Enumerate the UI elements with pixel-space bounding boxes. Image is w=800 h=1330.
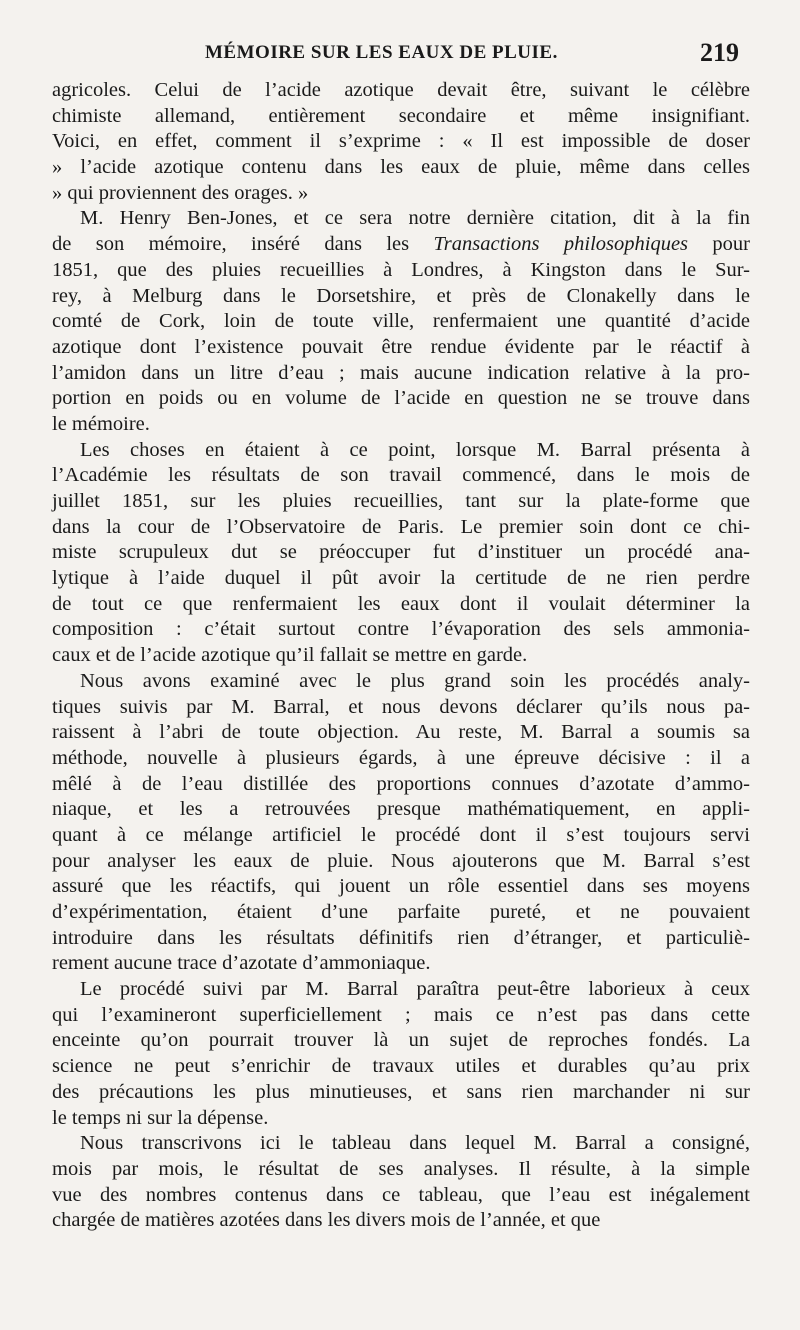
text-line: juillet 1851, sur les pluies recueillies, tant sur la plate-forme que [52, 490, 750, 512]
running-title: MÉMOIRE SUR LES EAUX DE PLUIE. [205, 42, 558, 63]
text-line: le mémoire. [52, 412, 150, 435]
text-line: quant à ce mélange artificiel le procédé dont il s’est toujours servi [52, 823, 750, 846]
text-line: l’Académie les résultats de son travail commencé, dans le mois de [52, 464, 750, 487]
text-line: introduire dans les résultats définitifs rien d’étranger, et particuliè- [52, 926, 750, 949]
text-line: » l’acide azotique contenu dans les eaux de pluie, même dans celles [52, 156, 750, 179]
text-line: le temps ni sur la dépense. [52, 1106, 269, 1129]
paragraph [52, 1131, 750, 1234]
text-line: assuré que les réactifs, qui jouent un rôle essentiel dans ses moyens [52, 875, 750, 898]
running-head [0, 38, 800, 70]
text-line: de son mémoire, inséré dans les Transactions philosophiques pour [52, 233, 751, 256]
text-line: d’expérimentation, étaient d’une parfaite pureté, et ne pouvaient [52, 901, 750, 923]
text-line: azotique dont l’existence pouvait être rendue évidente par le réactif à [52, 335, 750, 358]
text-line: Voici, en effet, comment il s’exprime : « Il est impossible de doser [52, 130, 750, 153]
paragraph [52, 438, 750, 669]
text-line: 1851, que des pluies recueillies à Londres, à Kingston dans le Sur- [52, 258, 750, 281]
page-number: 219 [700, 38, 739, 67]
text-line: mois par mois, le résultat de ses analyses. Il résulte, à la simple [52, 1157, 750, 1180]
paragraph [52, 669, 750, 977]
text-line: des précautions les plus minutieuses, et sans rien marchander ni sur [52, 1080, 750, 1103]
paragraph [52, 78, 750, 206]
text-line: chimiste allemand, entièrement secondaire et même insignifiant. [52, 104, 750, 127]
text-line: Nous avons examiné avec le plus grand soin les procédés analy- [80, 669, 750, 692]
body-text [52, 78, 750, 1234]
text-line: méthode, nouvelle à plusieurs égards, à une épreuve décisive : il a [52, 746, 750, 769]
text-line: M. Henry Ben-Jones, et ce sera notre dernière citation, dit à la fin [80, 207, 750, 230]
text-line: niaque, et les a retrouvées presque mathématiquement, en appli- [52, 798, 750, 821]
text-line: comté de Cork, loin de toute ville, renfermaient une quantité d’acide [52, 310, 750, 333]
text-line: l’amidon dans un litre d’eau ; mais aucune indication relative à la pro- [52, 361, 750, 384]
text-line: lytique à l’aide duquel il pût avoir la certitude de ne rien perdre [52, 567, 750, 590]
paragraph [52, 206, 750, 437]
text-line: » qui proviennent des orages. » [52, 181, 309, 204]
text-line: caux et de l’acide azotique qu’il fallait se mettre en garde. [52, 644, 528, 667]
text-line: rement aucune trace d’azotate d’ammoniaque. [52, 952, 431, 975]
text-line: portion en poids ou en volume de l’acide en question ne se trouve dans [52, 387, 750, 410]
text-line: de tout ce que renfermaient les eaux dont il voulait déterminer la [52, 592, 750, 615]
paragraph [52, 977, 750, 1131]
text-line: composition : c’était surtout contre l’évaporation des sels ammonia- [52, 618, 750, 641]
text-line: science ne peut s’enrichir de travaux utiles et durables qu’au prix [52, 1055, 750, 1078]
text-line: pour analyser les eaux de pluie. Nous ajouterons que M. Barral s’est [52, 849, 750, 872]
text-line: Nous transcrivons ici le tableau dans lequel M. Barral a consigné, [80, 1132, 750, 1155]
text-line: rey, à Melburg dans le Dorsetshire, et près de Clonakelly dans le [52, 284, 750, 307]
text-line: chargée de matières azotées dans les divers mois de l’année, et que [52, 1209, 601, 1232]
text-line: enceinte qu’on pourrait trouver là un sujet de reproches fondés. La [52, 1029, 750, 1052]
italic-title: Transactions philosophiques [433, 233, 689, 256]
text-line: agricoles. Celui de l’acide azotique devait être, suivant le célèbre [52, 79, 750, 101]
text-line: vue des nombres contenus dans ce tableau, que l’eau est inégalement [52, 1183, 750, 1206]
text-line: mêlé à de l’eau distillée des proportions connues d’azotate d’ammo- [52, 772, 750, 795]
text-line: qui l’examineront superficiellement ; mais ce n’est pas dans cette [52, 1003, 750, 1026]
text-line: Les choses en étaient à ce point, lorsque M. Barral présenta à [80, 438, 750, 461]
text-line: raissent à l’abri de toute objection. Au reste, M. Barral a soumis sa [52, 721, 750, 744]
text-line: tiques suivis par M. Barral, et nous devons déclarer qu’ils nous pa- [52, 695, 750, 718]
text-line: miste scrupuleux dut se préoccuper fut d’instituer un procédé ana- [52, 541, 750, 564]
text-line: Le procédé suivi par M. Barral paraîtra peut-être laborieux à ceux [80, 978, 750, 1001]
text-line: dans la cour de l’Observatoire de Paris. Le premier soin dont ce chi- [52, 515, 750, 538]
